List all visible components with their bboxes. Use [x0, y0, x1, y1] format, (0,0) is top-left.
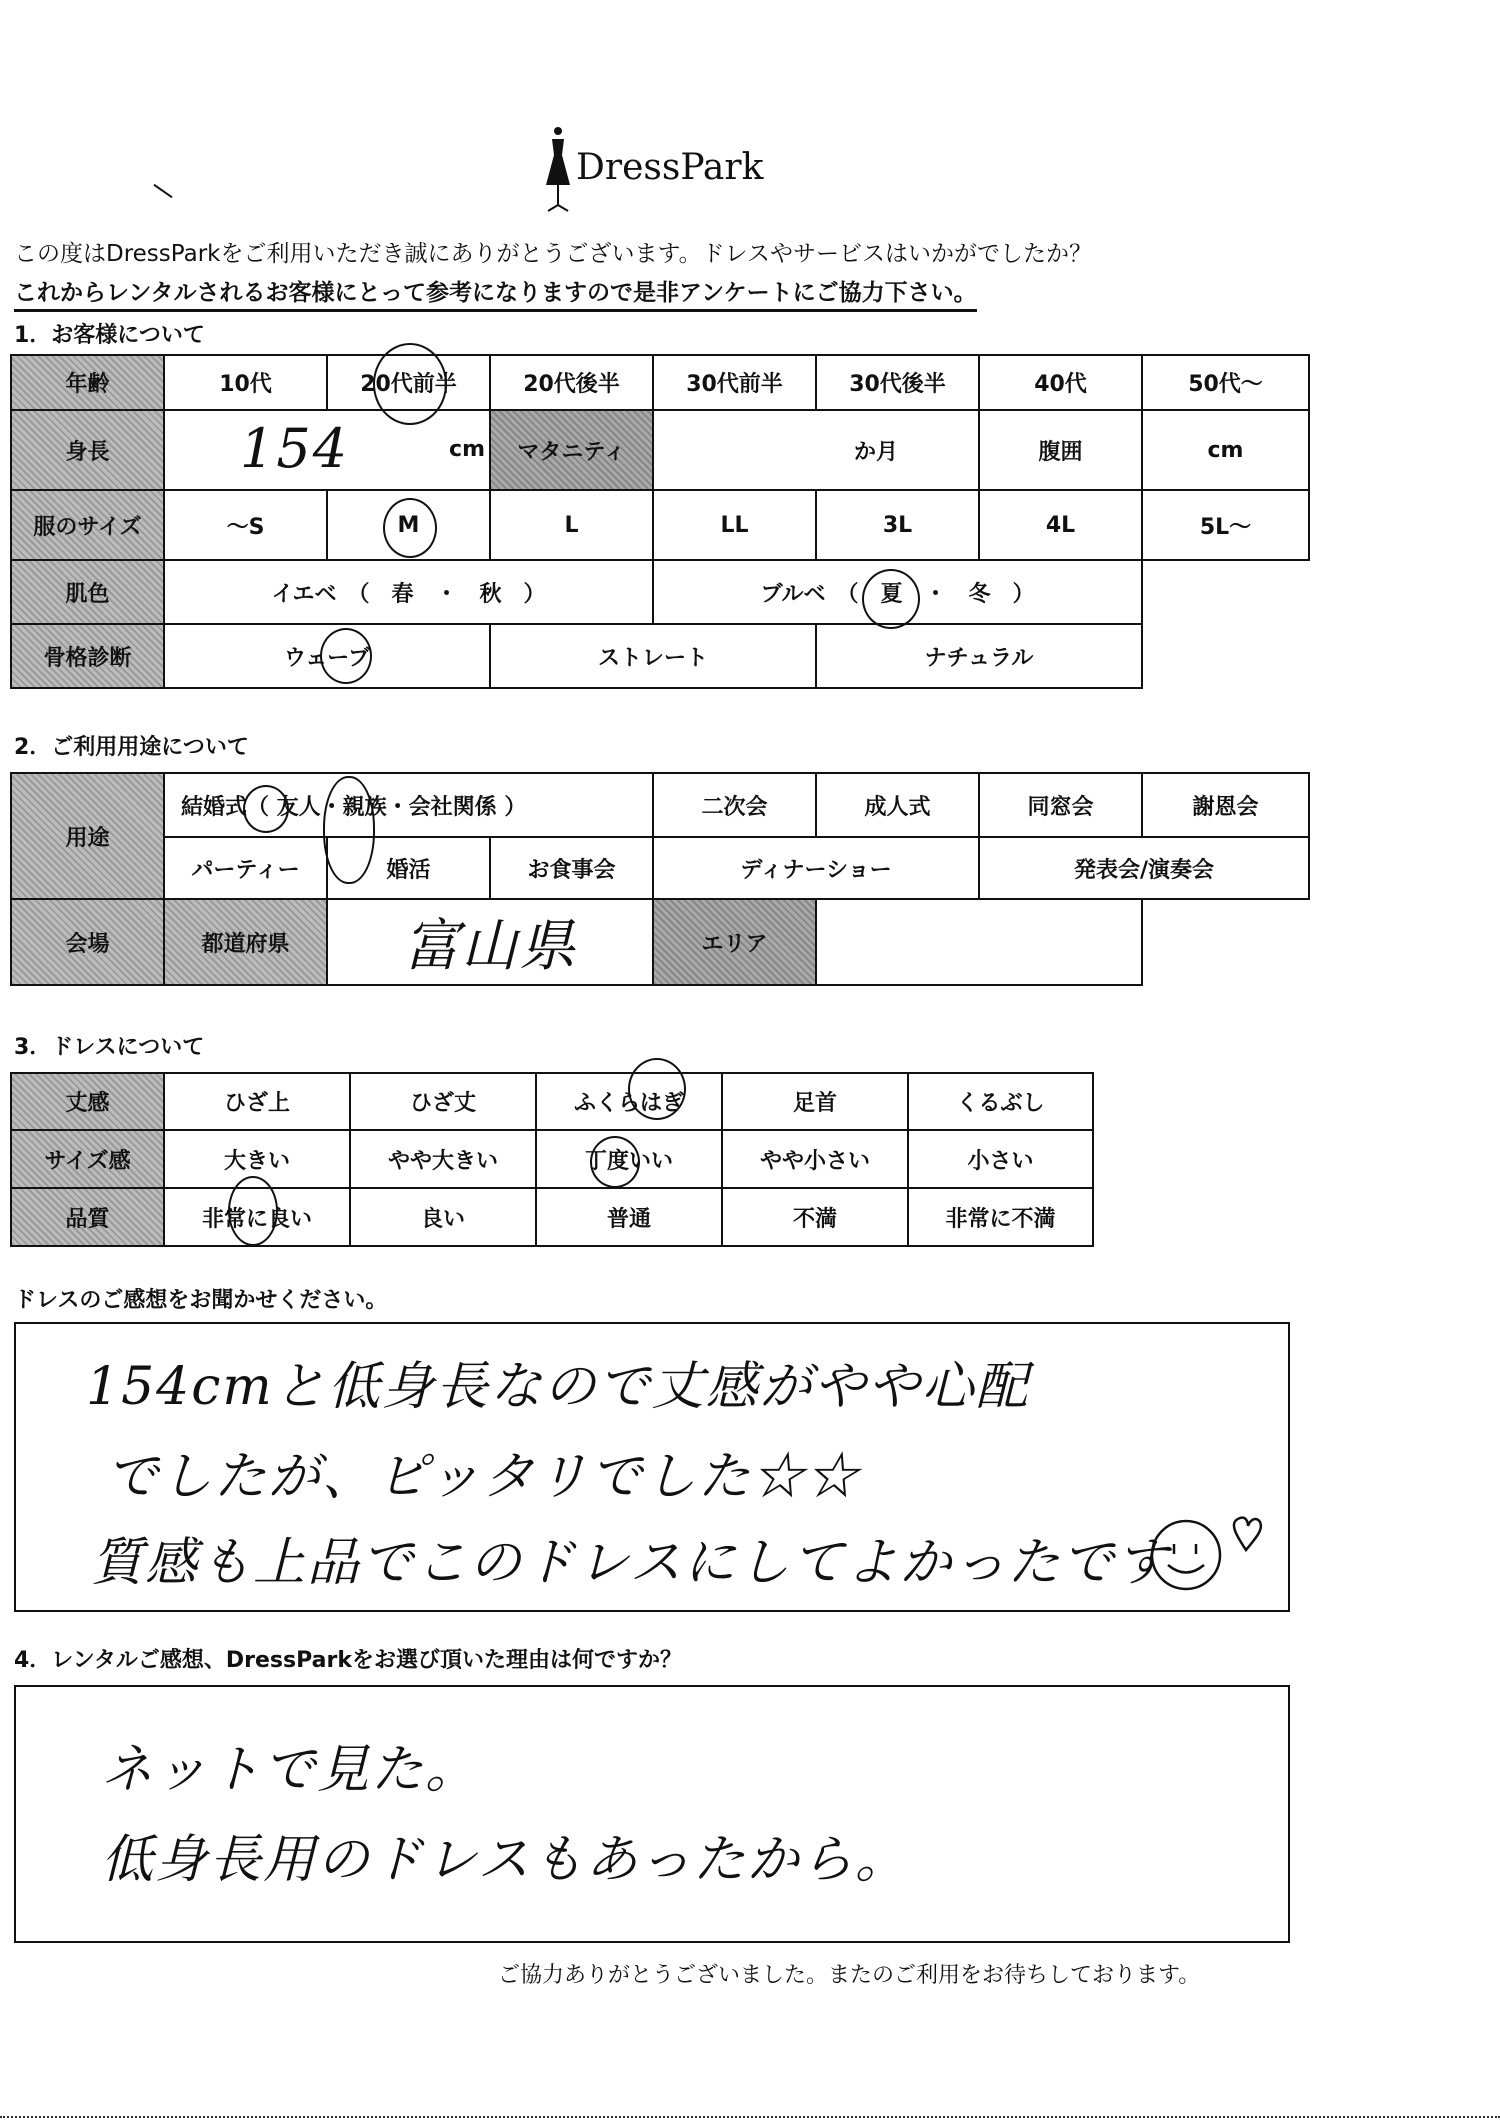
quality-option[interactable]: 不満 — [722, 1188, 908, 1246]
impressions-title: ドレスのご感想をお聞かせください。 — [14, 1288, 388, 1313]
purpose-option[interactable]: 婚活 — [327, 837, 490, 899]
skin-yellow-option[interactable]: イエベ （ 春 ・ 秋 ） — [164, 560, 653, 624]
section3-title: 3．ドレスについて — [14, 1035, 205, 1060]
length-option[interactable]: ひざ上 — [164, 1073, 350, 1130]
quality-option[interactable]: 非常に不満 — [908, 1188, 1093, 1246]
fit-option[interactable]: やや大きい — [350, 1130, 536, 1188]
selected-size-circle — [383, 498, 437, 558]
stray-mark — [153, 184, 172, 198]
brand-logo — [540, 125, 764, 215]
section4-title: 4．レンタルご感想、DressParkをお選び頂いた理由は何ですか？ — [14, 1648, 682, 1673]
venue-row — [11, 899, 1309, 985]
age-option[interactable]: 20代後半 — [490, 355, 653, 410]
reason-box[interactable] — [14, 1685, 1290, 1943]
impressions-box[interactable] — [14, 1322, 1290, 1612]
age-label: 年齢 — [11, 355, 164, 410]
wedding-mark — [243, 785, 289, 833]
footer-thanks: ご協力ありがとうございました。またのご利用をお待ちしております。 — [498, 1963, 1201, 1988]
customer-table — [10, 354, 1310, 689]
selected-friend-circle — [323, 776, 375, 884]
body-type-option[interactable]: ナチュラル — [816, 624, 1142, 688]
selected-quality-circle — [228, 1176, 278, 1246]
size-option[interactable]: 5L～ — [1142, 490, 1309, 560]
section1-title: 1．お客様について — [14, 323, 205, 348]
length-option[interactable]: ふくらはぎ — [536, 1073, 722, 1130]
quality-option[interactable]: 非常に良い — [164, 1188, 350, 1246]
fit-label: サイズ感 — [11, 1130, 164, 1188]
age-option[interactable]: 10代 — [164, 355, 327, 410]
body-type-row — [11, 624, 1309, 688]
height-cell[interactable] — [164, 410, 490, 490]
selected-age-circle — [373, 343, 447, 425]
purpose-option[interactable]: ディナーショー — [653, 837, 979, 899]
section2-title: 2．ご利用用途について — [14, 735, 249, 760]
dress-table — [10, 1072, 1094, 1247]
intro-request: これからレンタルされるお客様にとって参考になりますので是非アンケートにご協力下さい。 — [14, 274, 977, 312]
prefecture-label: 都道府県 — [164, 899, 327, 985]
maternity-label: マタニティ — [490, 410, 653, 490]
length-label: 丈感 — [11, 1073, 164, 1130]
fit-option[interactable]: 小さい — [908, 1130, 1093, 1188]
body-type-option[interactable]: ストレート — [490, 624, 816, 688]
size-option[interactable]: LL — [653, 490, 816, 560]
area-cell[interactable] — [816, 899, 1142, 985]
reason-line: 低身長用のドレスもあったから。 — [101, 1830, 909, 1890]
belly-label: 腹囲 — [979, 410, 1142, 490]
quality-row — [11, 1188, 1093, 1246]
body-type-label: 骨格診断 — [11, 624, 164, 688]
purpose-option[interactable]: パーティー — [164, 837, 327, 899]
fit-row — [11, 1130, 1093, 1188]
months-cell[interactable] — [653, 410, 979, 490]
length-option[interactable]: くるぶし — [908, 1073, 1093, 1130]
size-option[interactable]: ～S — [164, 490, 327, 560]
intro-text: この度はDressParkをご利用いただき誠にありがとうございます。ドレスやサービスはいかがでしたか？ — [14, 241, 1092, 267]
quality-option[interactable]: 普通 — [536, 1188, 722, 1246]
impression-line: でしたが、ピッタリでした☆☆ — [106, 1447, 860, 1507]
smiley-heart-icon — [1136, 1510, 1276, 1600]
purpose-option[interactable]: 発表会/演奏会 — [979, 837, 1309, 899]
age-option[interactable]: 30代前半 — [653, 355, 816, 410]
months-unit: か月 — [853, 439, 898, 465]
purpose-option[interactable]: 成人式 — [816, 773, 979, 837]
prefecture-cell[interactable] — [327, 899, 653, 985]
length-row — [11, 1073, 1093, 1130]
purpose-label: 用途 — [11, 773, 164, 899]
fit-option[interactable]: やや小さい — [722, 1130, 908, 1188]
area-label: エリア — [653, 899, 816, 985]
quality-option[interactable]: 良い — [350, 1188, 536, 1246]
skin-label: 肌色 — [11, 560, 164, 624]
purpose-option[interactable]: 同窓会 — [979, 773, 1142, 837]
brand-name: DressPark — [576, 147, 764, 188]
selected-body-type-circle — [320, 628, 372, 684]
purpose-row-1 — [11, 773, 1309, 837]
skin-blue-option[interactable]: ブルベ （ 夏 ・ 冬 ） — [653, 560, 1142, 624]
height-row — [11, 410, 1309, 490]
height-unit: cm — [449, 437, 485, 462]
prefecture-value: 富山県 — [403, 914, 577, 979]
fit-option[interactable]: 大きい — [164, 1130, 350, 1188]
venue-label: 会場 — [11, 899, 164, 985]
age-option[interactable]: 40代 — [979, 355, 1142, 410]
impression-line: 質感も上品でこのドレスにしてよかったです — [91, 1533, 1170, 1593]
length-option[interactable]: ひざ丈 — [350, 1073, 536, 1130]
belly-unit: cm — [1207, 437, 1244, 463]
height-label: 身長 — [11, 410, 164, 490]
selected-fit-circle — [590, 1136, 640, 1188]
body-type-option[interactable]: ウェーブ — [164, 624, 490, 688]
skin-row — [11, 560, 1309, 624]
size-option[interactable]: L — [490, 490, 653, 560]
size-row — [11, 490, 1309, 560]
selected-skin-circle — [862, 569, 920, 629]
size-label: 服のサイズ — [11, 490, 164, 560]
purpose-option[interactable]: 二次会 — [653, 773, 816, 837]
purpose-option[interactable]: お食事会 — [490, 837, 653, 899]
size-option[interactable]: 4L — [979, 490, 1142, 560]
length-option[interactable]: 足首 — [722, 1073, 908, 1130]
age-option[interactable]: 50代～ — [1142, 355, 1309, 410]
quality-label: 品質 — [11, 1188, 164, 1246]
size-option[interactable]: M — [327, 490, 490, 560]
size-option[interactable]: 3L — [816, 490, 979, 560]
height-value: 154 — [240, 417, 350, 480]
age-option[interactable]: 30代後半 — [816, 355, 979, 410]
impression-line: 154cmと低身長なので丈感がやや心配 — [86, 1357, 1030, 1417]
purpose-row-2 — [11, 837, 1309, 899]
purpose-option[interactable]: 謝恩会 — [1142, 773, 1309, 837]
bottom-scan-edge — [0, 2116, 1500, 2121]
dress-mannequin-icon — [540, 125, 576, 215]
selected-length-circle — [628, 1058, 686, 1120]
fit-option[interactable]: 丁度いい — [536, 1130, 722, 1188]
reason-line: ネットで見た。 — [101, 1740, 480, 1800]
age-option[interactable]: 20代前半 — [327, 355, 490, 410]
usage-table — [10, 772, 1310, 986]
age-row — [11, 355, 1309, 410]
purpose-option-wedding[interactable]: 結婚式（ 友人・親族・会社関係 ） — [164, 773, 653, 837]
belly-cell[interactable] — [1142, 410, 1309, 490]
